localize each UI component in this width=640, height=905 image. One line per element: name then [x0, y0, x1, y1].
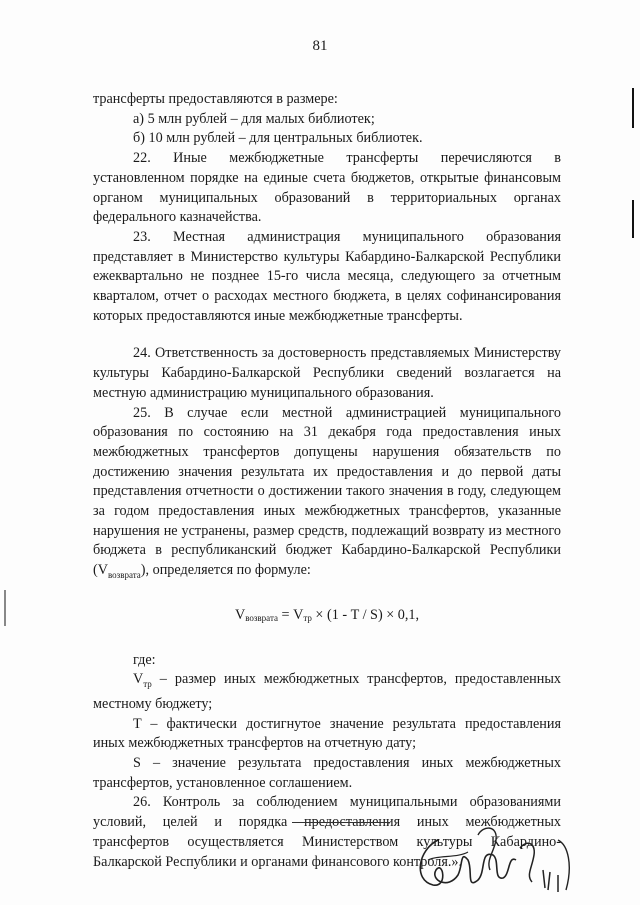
formula: [93, 604, 561, 629]
vtr-subscript: тр: [143, 679, 152, 690]
paragraph-23: 23. Местная администрация муниципального образования представляет в Министерство культуры Кабардино-Балкарской Республики ежеквартально не позднее 15-го числа месяца, следующего за отчетным кварталом, отчет о расходах местного бюджета, в целях софинансирования которых предоставляются иные межбюджетные трансферты.: [93, 228, 561, 324]
paragraph-24: 24. Ответственность за достоверность представляемых Министерству культуры Кабардино-Балкарской Республики сведений возлагается на местную администрацию муниципального образования.: [93, 345, 561, 401]
formula-rest: × (1 - T / S) × 0,1,: [311, 606, 420, 623]
document-body: [93, 90, 561, 872]
paragraph-26: 26. Контроль за соблюдением муниципальными образованиями условий, целей и порядка предоставления иных межбюджетных трансфертов осуществляется Министерством культуры Кабардино-Балкарской Республики и органами финансового контроля.».: [93, 794, 561, 870]
where-label: где:: [133, 651, 156, 668]
divider-line: [292, 822, 390, 823]
paragraph-25-text-end: ), определяется по формуле:: [140, 562, 311, 579]
list-item: а) 5 млн рублей – для малых библиотек;: [133, 110, 375, 127]
page-number: 81: [312, 38, 328, 54]
subscript: возврата: [107, 570, 141, 580]
paragraph-22: 22. Иные межбюджетные трансферты перечисляются в установленном порядке на единые счета бюджетов, открытые финансовым органом муниципальных образований в территориальных органах федерального казначейства.: [93, 150, 561, 226]
signature-image: [408, 820, 578, 900]
paragraph-25: [93, 404, 561, 586]
formula-lhs-sub: возврата: [245, 612, 278, 623]
formula-lhs: V: [234, 606, 246, 623]
vtr-text: – размер иных межбюджетных трансфертов, предоставленных местному бюджету;: [93, 671, 561, 712]
formula-eq: = V: [277, 606, 304, 623]
spacer: [93, 326, 561, 344]
paragraph: трансферты предоставляются в размере:: [93, 91, 338, 107]
definition-vtr: [93, 670, 561, 714]
margin-mark: [632, 88, 634, 128]
list-item: б) 10 млн рублей – для центральных библиотек.: [133, 130, 423, 147]
definition-t: T – фактически достигнутое значение результата предоставления иных межбюджетных трансфертов на отчетную дату;: [93, 715, 561, 752]
margin-mark: [632, 200, 634, 238]
formula-v-sub: тр: [303, 612, 312, 623]
paragraph-25-text: 25. В случае если местной администрацией муниципального образования по состоянию на 31 декабря года предоставления иных межбюджетных трансфертов допущены нарушения обязательств по достижению значения результата их предоставления и до первой даты представления отчетности о достижении такого значения в году, следующем за годом предоставления иных межбюджетных трансфертов, указанные нарушения не устранены, размер средств, подлежащий возврату из местного бюджета в республиканский бюджет Кабардино-Балкарской Республики (V: [93, 404, 561, 579]
definition-s: S – значение результата предоставления иных межбюджетных трансфертов, установленное соглашением.: [93, 755, 561, 791]
margin-mark: [4, 590, 6, 626]
vtr-symbol: V: [133, 671, 144, 688]
